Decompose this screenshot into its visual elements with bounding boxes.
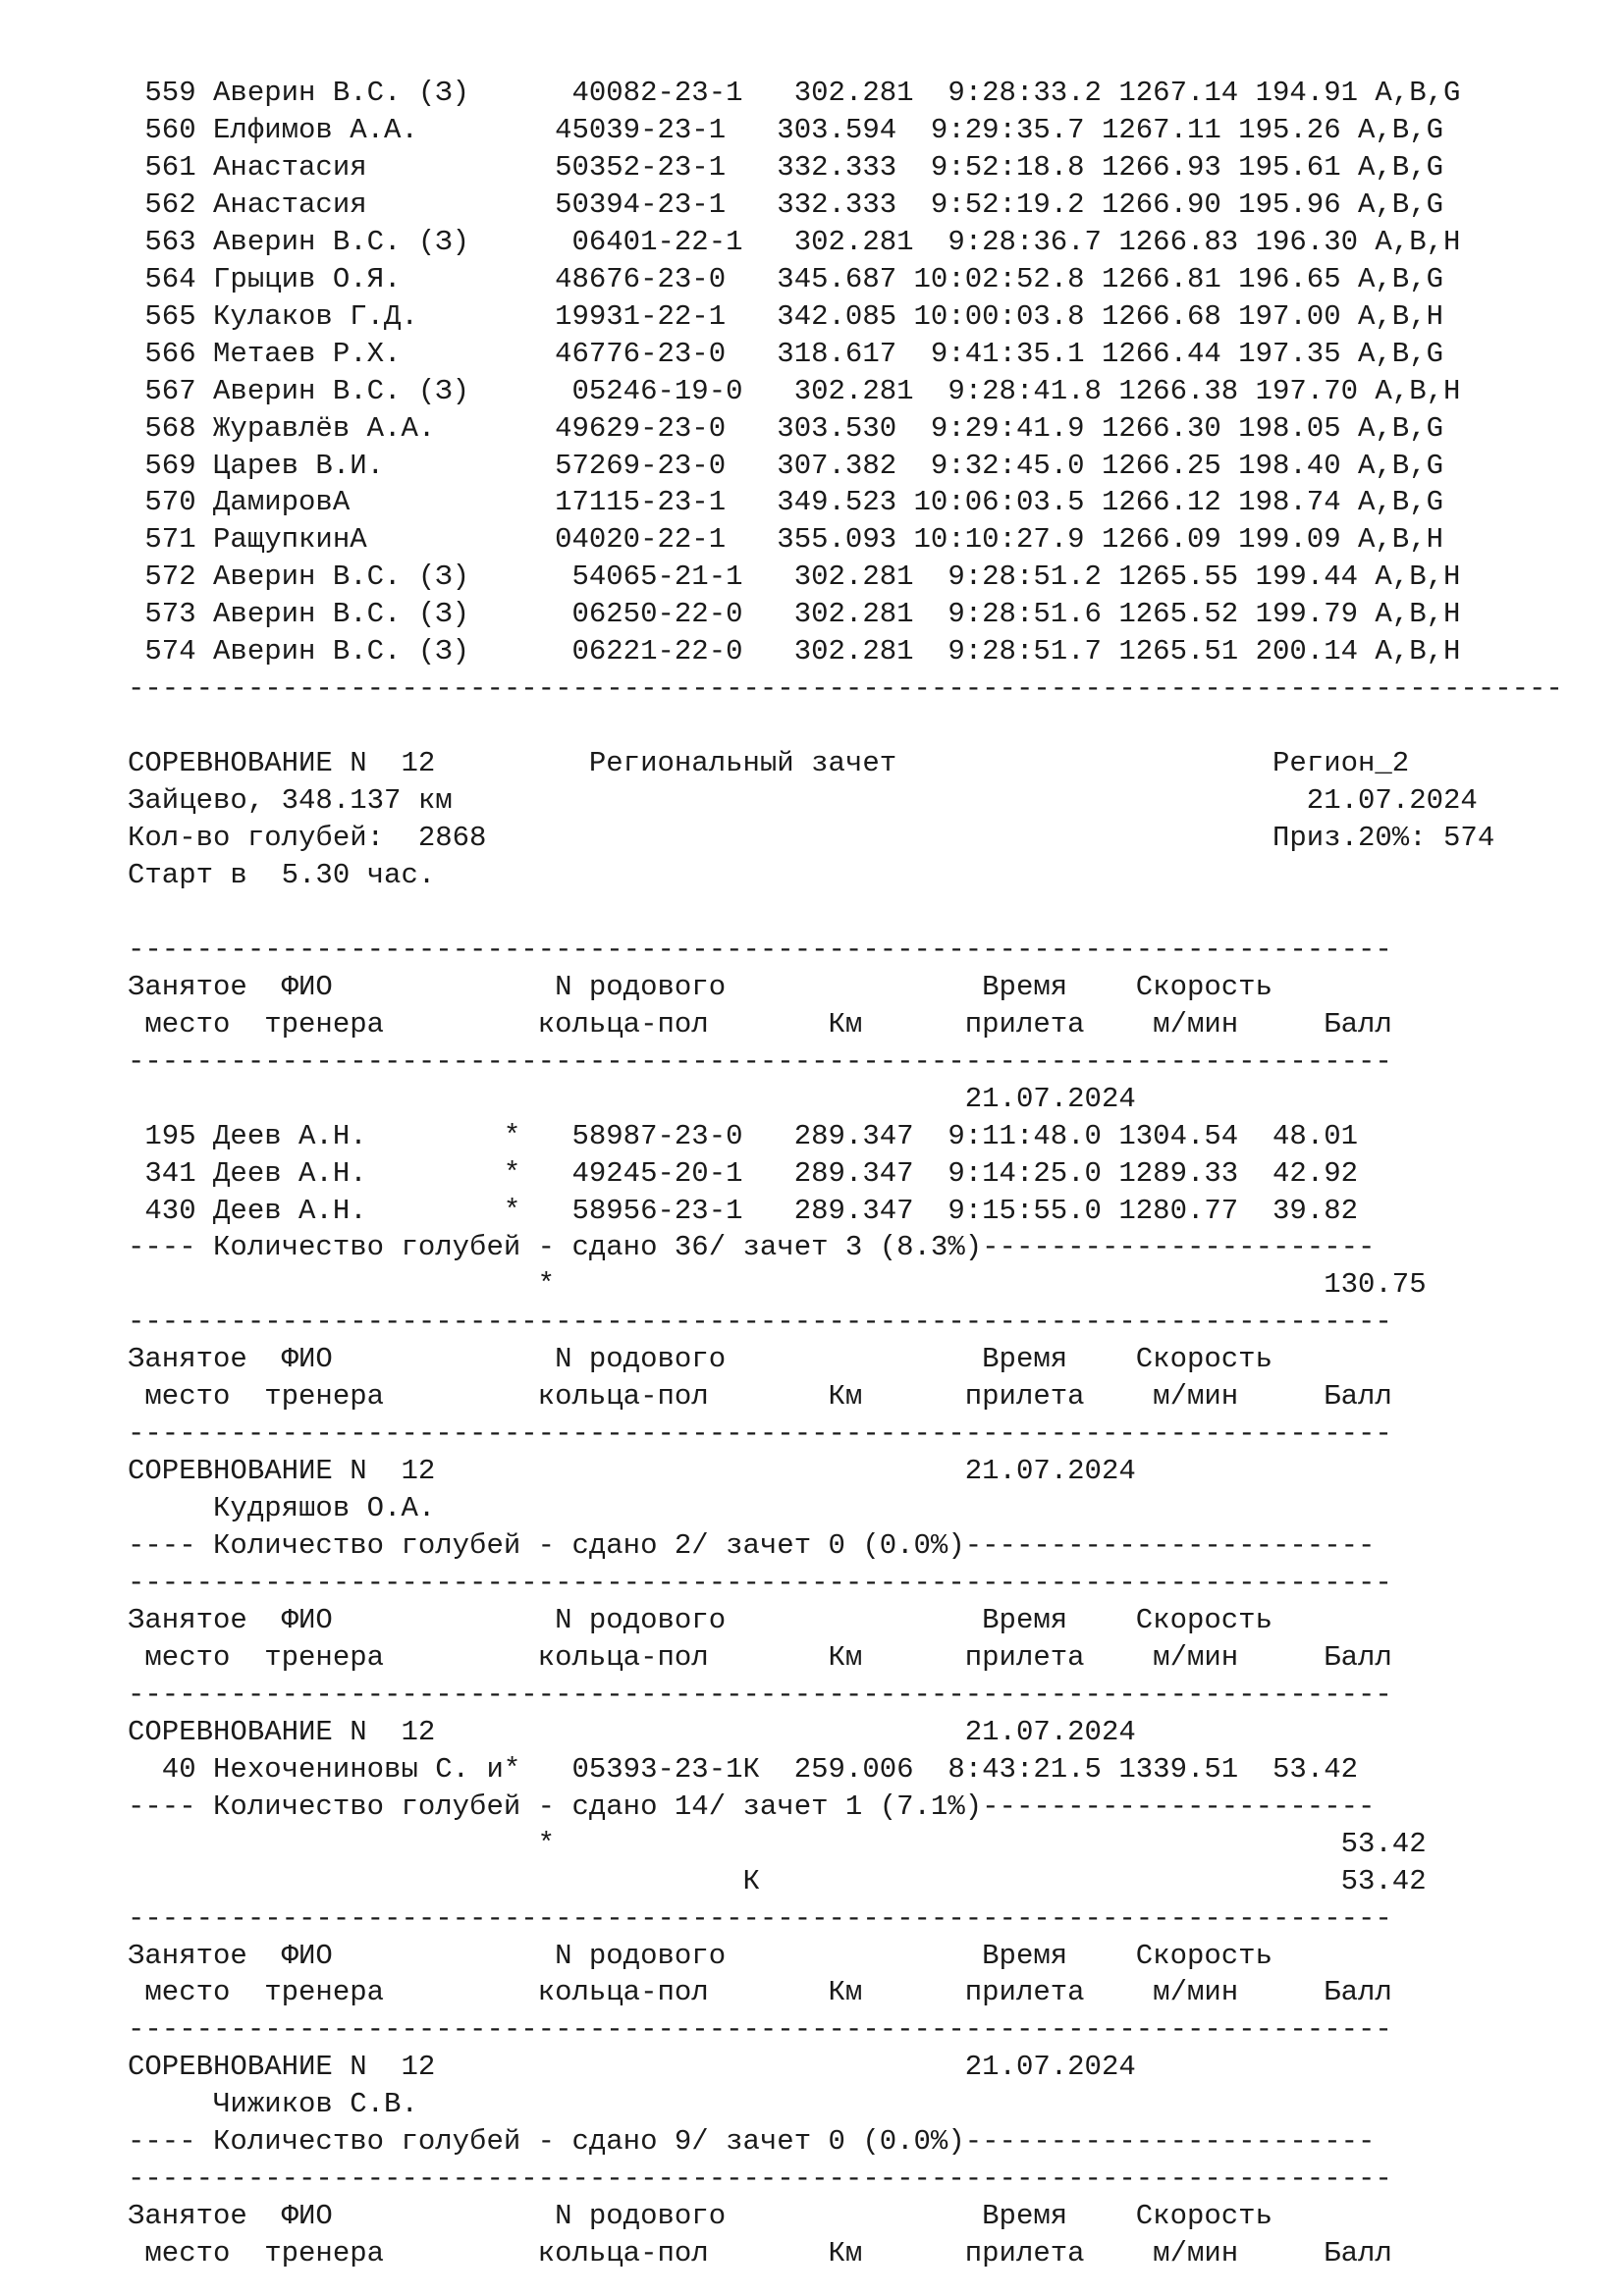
separator: -------------------------------------------------------------------------- [128,2013,1392,2047]
separator: -------------------------------------------------------------------------- [128,2163,1392,2196]
release-point: Зайцево, 348.137 км 21.07.2024 [128,784,1478,818]
date-line: 21.07.2024 [128,1082,1136,1115]
result-row: 40 Нехочениновы С. и* 05393-23-1К 259.006 8:43:21.5 1339.51 53.42 [128,1752,1359,1786]
subtotal-line: * 130.75 [128,1268,1427,1302]
result-row: 561 Анастасия 50352-23-1 332.333 9:52:18.8 1266.93 195.61 A,B,G [128,150,1444,184]
competition-header: СОРЕВНОВАНИЕ N 12 Региональный зачет Регион_2 [128,747,1410,780]
result-row: 565 Кулаков Г.Д. 19931-22-1 342.085 10:00:03.8 1266.68 197.00 A,B,H [128,299,1444,333]
result-row: 430 Деев А.Н. * 58956-23-1 289.347 9:15:55.0 1280.77 39.82 [128,1194,1359,1227]
trainer-name: Кудряшов О.А. [128,1492,436,1525]
pigeon-count: Кол-во голубей: 2868 Приз.20%: 574 [128,822,1495,854]
trainer-name: Чижиков С.В. [128,2088,418,2121]
result-row: 570 ДамировА 17115-23-1 349.523 10:06:03.5 1266.12 198.74 A,B,G [128,486,1444,519]
column-header: место тренера кольца-пол Км прилета м/мин Балл [128,1380,1392,1414]
summary-line: ---- Количество голубей - сдано 9/ зачет 0 (0.0%)------------------------ [128,2125,1376,2159]
subtotal-line: К 53.42 [128,1864,1427,1897]
separator: -------------------------------------------------------------------------- [128,1901,1392,1935]
column-header: место тренера кольца-пол Км прилета м/мин Балл [128,2237,1392,2270]
summary-line: ---- Количество голубей - сдано 2/ зачет 0 (0.0%)------------------------ [128,1529,1376,1563]
separator: -------------------------------------------------------------------------- [128,1044,1392,1078]
start-time: Старт в 5.30 час. [128,858,436,891]
column-header: Занятое ФИО N родового Время Скорость [128,1939,1272,1972]
result-row: 572 Аверин В.С. (З) 54065-21-1 302.281 9:28:51.2 1265.55 199.44 A,B,H [128,561,1461,594]
result-row: 567 Аверин В.С. (З) 05246-19-0 302.281 9:28:41.8 1266.38 197.70 A,B,H [128,374,1461,407]
result-row: 563 Аверин В.С. (З) 06401-22-1 302.281 9:28:36.7 1266.83 196.30 A,B,H [128,225,1461,258]
competition-date-line: СОРЕВНОВАНИЕ N 12 21.07.2024 [128,1715,1136,1748]
column-header: Занятое ФИО N родового Время Скорость [128,1343,1272,1376]
separator: -------------------------------------------------------------------------- [128,1306,1392,1339]
competition-date-line: СОРЕВНОВАНИЕ N 12 21.07.2024 [128,1455,1136,1488]
column-header: место тренера кольца-пол Км прилета м/мин Балл [128,1640,1392,1674]
separator: ------------------------------------------------------------------------------------ [128,672,1563,706]
result-row: 560 Елфимов А.А. 45039-23-1 303.594 9:29:35.7 1267.11 195.26 A,B,G [128,113,1444,146]
result-row: 562 Анастасия 50394-23-1 332.333 9:52:19.2 1266.90 195.96 A,B,G [128,187,1444,221]
result-row: 569 Царев В.И. 57269-23-0 307.382 9:32:45.0 1266.25 198.40 A,B,G [128,449,1444,482]
column-header: Занятое ФИО N родового Время Скорость [128,970,1272,1003]
competition-date-line: СОРЕВНОВАНИЕ N 12 21.07.2024 [128,2051,1136,2084]
column-header: место тренера кольца-пол Км прилета м/мин Балл [128,1007,1392,1041]
column-header: Занятое ФИО N родового Время Скорость [128,1603,1272,1636]
column-header: место тренера кольца-пол Км прилета м/мин Балл [128,1976,1392,2009]
separator: -------------------------------------------------------------------------- [128,1417,1392,1451]
subtotal-line: * 53.42 [128,1827,1427,1860]
result-row: 566 Метаев Р.Х. 46776-23-0 318.617 9:41:35.1 1266.44 197.35 A,B,G [128,337,1444,370]
result-row: 568 Журавлёв А.А. 49629-23-0 303.530 9:29:41.9 1266.30 198.05 A,B,G [128,411,1444,445]
summary-line: ---- Количество голубей - сдано 36/ зачет 3 (8.3%)----------------------- [128,1231,1376,1264]
separator: -------------------------------------------------------------------------- [128,1678,1392,1711]
column-header: Занятое ФИО N родового Время Скорость [128,2200,1272,2233]
summary-line: ---- Количество голубей - сдано 14/ зачет 1 (7.1%)----------------------- [128,1789,1376,1823]
result-row: 571 РащупкинА 04020-22-1 355.093 10:10:27.9 1266.09 199.09 A,B,H [128,523,1444,557]
result-row: 564 Грыцив О.Я. 48676-23-0 345.687 10:02:52.8 1266.81 196.65 A,B,G [128,262,1444,295]
result-row: 574 Аверин В.С. (З) 06221-22-0 302.281 9:28:51.7 1265.51 200.14 A,B,H [128,635,1461,668]
separator: -------------------------------------------------------------------------- [128,933,1392,966]
result-row: 573 Аверин В.С. (З) 06250-22-0 302.281 9:28:51.6 1265.52 199.79 A,B,H [128,598,1461,631]
result-row: 195 Деев А.Н. * 58987-23-0 289.347 9:11:48.0 1304.54 48.01 [128,1119,1359,1152]
result-row: 559 Аверин В.С. (З) 40082-23-1 302.281 9:28:33.2 1267.14 194.91 A,B,G [128,77,1461,109]
result-row: 341 Деев А.Н. * 49245-20-1 289.347 9:14:25.0 1289.33 42.92 [128,1156,1359,1190]
separator: -------------------------------------------------------------------------- [128,1567,1392,1599]
